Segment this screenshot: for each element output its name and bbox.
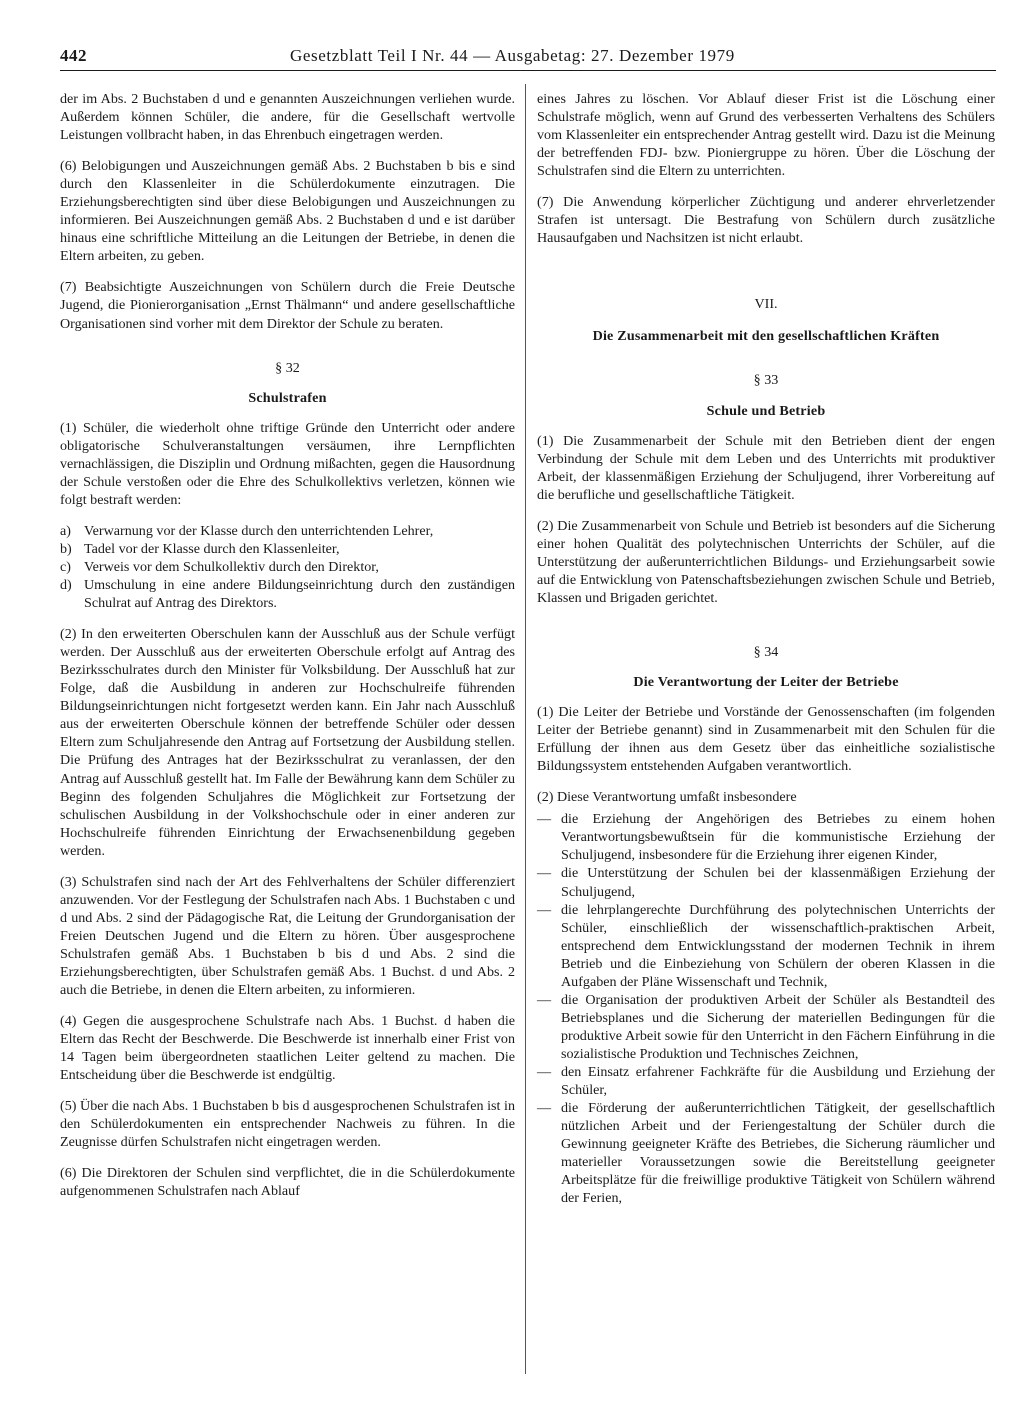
chapter-number: VII.: [754, 296, 778, 313]
list-item: [537, 901, 995, 991]
section-34-paragraph-2: (2) Diese Verantwortung umfaßt insbesondere: [537, 789, 797, 806]
dash-marker: —: [537, 1063, 552, 1080]
list-marker: b): [60, 540, 72, 557]
list-item-text: die Erziehung der Angehörigen des Betriebes zu einem hohen Verantwortungsbewußtsein für die kommunistische Erziehung der Schuljugend, insbesondere für die Erziehung ihrer eigenen Kinder,: [561, 811, 995, 864]
section-32-paragraph-3: (3) Schulstrafen sind nach der Art des Fehlverhaltens der Schüler differenziert anzuwenden. Vor der Festlegung der Schulstrafen nach Abs. 1 Buchstaben c und d und Abs. 2 sind der Pädagogische Rat, die Leitung der Grundorganisation der Freien Deutschen Jugend und die Eltern zu hören. Über ausgesprochene Schulstrafen gemäß Abs. 1 Buchstaben b bis d und Abs. 2 sind die Erziehungsberechtigten, über Schulstrafen gemäß Abs. 1 Buchst. d und Abs. 2 auch die Betriebe, in denen die Eltern arbeiten, zu informieren.: [60, 873, 515, 999]
paragraph-6-continued: eines Jahres zu löschen. Vor Ablauf dieser Frist ist die Löschung einer Schulstrafe möglich, wenn auf Grund des verbesserten Verhaltens des Schülers vom Klassenleiter ein entsprechender Antrag gestellt wird. Dazu ist die Meinung der betreffenden FDJ- bzw. Pioniergruppe zu hören. Über die Löschung der Schulstrafen sind die Eltern zu unterrichten.: [537, 91, 995, 180]
dash-marker: —: [537, 865, 552, 882]
list-item: [60, 558, 515, 576]
list-item-text: Umschulung in eine andere Bildungseinrichtung durch den zuständigen Schulrat auf Antrag des Direktors.: [84, 577, 515, 612]
section-32-paragraph-6: (6) Die Direktoren der Schulen sind verpflichtet, die in die Schülerdokumente aufgenommenen Schulstrafen nach Ablauf: [60, 1165, 515, 1200]
header-title: Gesetzblatt Teil I Nr. 44 — Ausgabetag: 27. Dezember 1979: [290, 46, 735, 65]
penalty-list: [60, 522, 515, 612]
list-item: [60, 576, 515, 612]
section-32-paragraph-7: (7) Die Anwendung körperlicher Züchtigung und anderer ehrverletzender Strafen ist untersagt. Die Bestrafung von Schülern durch zusätzliche Hausaufgaben und Nachsitzen ist nicht erlaubt.: [537, 194, 995, 247]
list-item-text: Verwarnung vor der Klasse durch den unterrichtenden Lehrer,: [84, 522, 434, 539]
responsibility-list: [537, 810, 995, 1207]
list-item: [537, 864, 995, 900]
list-item-text: Tadel vor der Klasse durch den Klassenleiter,: [84, 540, 340, 557]
section-32-title: Schulstrafen: [248, 389, 327, 406]
left-column: [60, 90, 515, 1213]
paragraph-7: (7) Beabsichtigte Auszeichnungen von Schülern durch die Freie Deutsche Jugend, die Pionierorganisation „Ernst Thälmann“ und andere gesellschaftliche Organisationen sind vorher mit dem Direktor der Schule zu beraten.: [60, 279, 515, 332]
section-33-title: Schule und Betrieb: [706, 402, 826, 419]
list-item-text: die lehrplangerechte Durchführung des polytechnischen Unterrichts der Schüler, einschließlich der wissenschaftlich-praktischen Arbeit, entsprechend dem Entwicklungsstand der modernen Technik in ihrem Betrieb und die Einbeziehung von Schülern der oberen Klassen in die Aufgaben der Pläne Wissenschaft und Technik,: [561, 901, 995, 990]
list-item-text: Verweis vor dem Schulkollektiv durch den Direktor,: [84, 558, 379, 575]
section-33-sign: § 33: [753, 372, 779, 389]
section-32-sign: § 32: [275, 359, 300, 376]
list-item: [60, 540, 515, 558]
section-33-paragraph-1: (1) Die Zusammenarbeit der Schule mit den Betrieben dient der engen Verbindung der Schule mit dem Leben und des Unterrichts mit produktiver Arbeit, der klassenmäßigen Erziehung der Schuljugend, ihrer Vorbereitung auf die berufliche und gesellschaftliche Tätigkeit.: [537, 432, 995, 503]
section-33-paragraph-2: (2) Die Zusammenarbeit von Schule und Betrieb ist besonders auf die Sicherung einer hohen Qualität des polytechnischen Unterrichts der Schüler, auf die Unterstützung der außerunterrichtlichen Bildungs- und Erziehungsarbeit sowie auf die Entwicklung von Patenschaftsbeziehungen zwischen Schule und Betrieb, Klassen und Brigaden gerichtet.: [537, 517, 995, 606]
column-divider: [525, 84, 526, 1374]
chapter-title: Die Zusammenarbeit mit den gesellschaftlichen Kräften: [592, 328, 940, 345]
section-34-title: Die Verantwortung der Leiter der Betriebe: [633, 674, 899, 691]
page-number: 442: [60, 46, 87, 65]
list-item: [537, 1063, 995, 1099]
list-marker: a): [60, 522, 71, 539]
list-item-text: die Förderung der außerunterrichtlichen Tätigkeit, der gesellschaftlich nützlichen Arbeit und der Feriengestaltung der Schüler durch die Gewinnung geeigneter Kräfte des Betriebes, die Sicherung räumlicher und materieller Voraussetzungen sowie die Bereitstellung geeigneter Arbeitsplätze für die freiwillige produktive Tätigkeit von Schülern während der Ferien,: [561, 1100, 995, 1207]
section-32-paragraph-2: (2) In den erweiterten Oberschulen kann der Ausschluß aus der Schule verfügt werden. Der Ausschluß aus der erweiterten Oberschule erfolgt auf Antrag des Bezirksschulrates durch den Minister für Volksbildung. Der Ausschluß hat zur Folge, daß die Ausbildung in anderen zur Hochschulreife führenden Bildungseinrichtungen nicht fortgesetzt werden kann. Ein Jahr nach Ausschluß aus der erweiterten Oberschule können der betreffende Schüler oder dessen Eltern zum Schuljahresende den Antrag auf Fortsetzung der Ausbildung stellen. Die Prüfung des Antrages hat der Bezirksschulrat zu veranlassen, der den Antrag auf Ausschluß gestellt hat. Im Falle der Bewährung kann dem Schüler zu Beginn des folgenden Schuljahres die Möglichkeit zur Fortsetzung der schulischen Ausbildung in der Volkshochschule oder in einer anderen zur Hochschulreife führenden Einrichtung der Erwachsenenbildung gegeben werden.: [60, 626, 515, 859]
list-item-text: die Organisation der produktiven Arbeit der Schüler als Bestandteil des Betriebsplanes und die Sicherung der materiellen Bedingungen für die produktive Arbeit sowie für den Unterricht in den Fächern Einführung in die sozialistische Produktion und Technisches Zeichnen,: [561, 991, 995, 1062]
list-item: [537, 810, 995, 864]
section-32-paragraph-4: (4) Gegen die ausgesprochene Schulstrafe nach Abs. 1 Buchst. d haben die Eltern das Recht der Beschwerde. Die Beschwerde ist innerhalb einer Frist von 14 Tagen beim übergeordneten staatlichen Leiter geltend zu machen. Die Entscheidung über die Beschwerde ist endgültig.: [60, 1013, 515, 1084]
list-item-text: den Einsatz erfahrener Fachkräfte für die Ausbildung und Erziehung der Schüler,: [561, 1063, 995, 1099]
section-34-paragraph-1: (1) Die Leiter der Betriebe und Vorstände der Genossenschaften (im folgenden Leiter der Betriebe genannt) sind in Zusammenarbeit mit den Schulen für die Erfüllung der ihnen aus dem Gesetz über das einheitliche sozialistische Bildungssystem entstehenden Aufgaben verantwortlich.: [537, 704, 995, 775]
list-item: [537, 1099, 995, 1207]
page-header: [60, 44, 996, 71]
list-item: [537, 991, 995, 1063]
right-column: [537, 90, 995, 1220]
section-32-paragraph-5: (5) Über die nach Abs. 1 Buchstaben b bis d ausgesprochenen Schulstrafen ist in den Schülerdokumenten ein entsprechender Nachweis zu führen. In die Zeugnisse dürfen Schulstrafen nicht eingetragen werden.: [60, 1098, 515, 1151]
dash-marker: —: [537, 991, 552, 1008]
list-marker: c): [60, 558, 71, 575]
dash-marker: —: [537, 1100, 552, 1117]
paragraph-continued: der im Abs. 2 Buchstaben d und e genannten Auszeichnungen verliehen wurde. Außerdem können Schüler, die andere, für die Gesellschaft wertvolle Leistungen vollbracht haben, in das Ehrenbuch eingetragen werden.: [60, 91, 515, 144]
section-32-paragraph-1: (1) Schüler, die wiederholt ohne triftige Gründe den Unterricht oder andere obligatorische Schulveranstaltungen versäumen, ihre Lernpflichten vernachlässigen, die Disziplin und Ordnung mißachten, gegen die Hausordnung der Schule verstoßen oder die Ehre des Schulkollektivs verletzen, können wie folgt bestraft werden:: [60, 419, 515, 508]
list-item-text: die Unterstützung der Schulen bei der klassenmäßigen Erziehung der Schuljugend,: [561, 865, 995, 900]
paragraph-6: (6) Belobigungen und Auszeichnungen gemäß Abs. 2 Buchstaben b bis e sind durch den Klassenleiter in die Schülerdokumente einzutragen. Die Erziehungsberechtigten sind über diese Belobigungen und Auszeichnungen zu informieren. Bei Auszeichnungen gemäß Abs. 2 Buchstaben d und e ist darüber hinaus eine schriftliche Mitteilung an die Leitungen der Betriebe, in denen die Eltern arbeiten, zu geben.: [60, 158, 515, 265]
section-34-sign: § 34: [753, 643, 779, 660]
dash-marker: —: [537, 811, 552, 828]
dash-marker: —: [537, 901, 552, 918]
list-item: [60, 522, 515, 540]
list-marker: d): [60, 577, 72, 594]
